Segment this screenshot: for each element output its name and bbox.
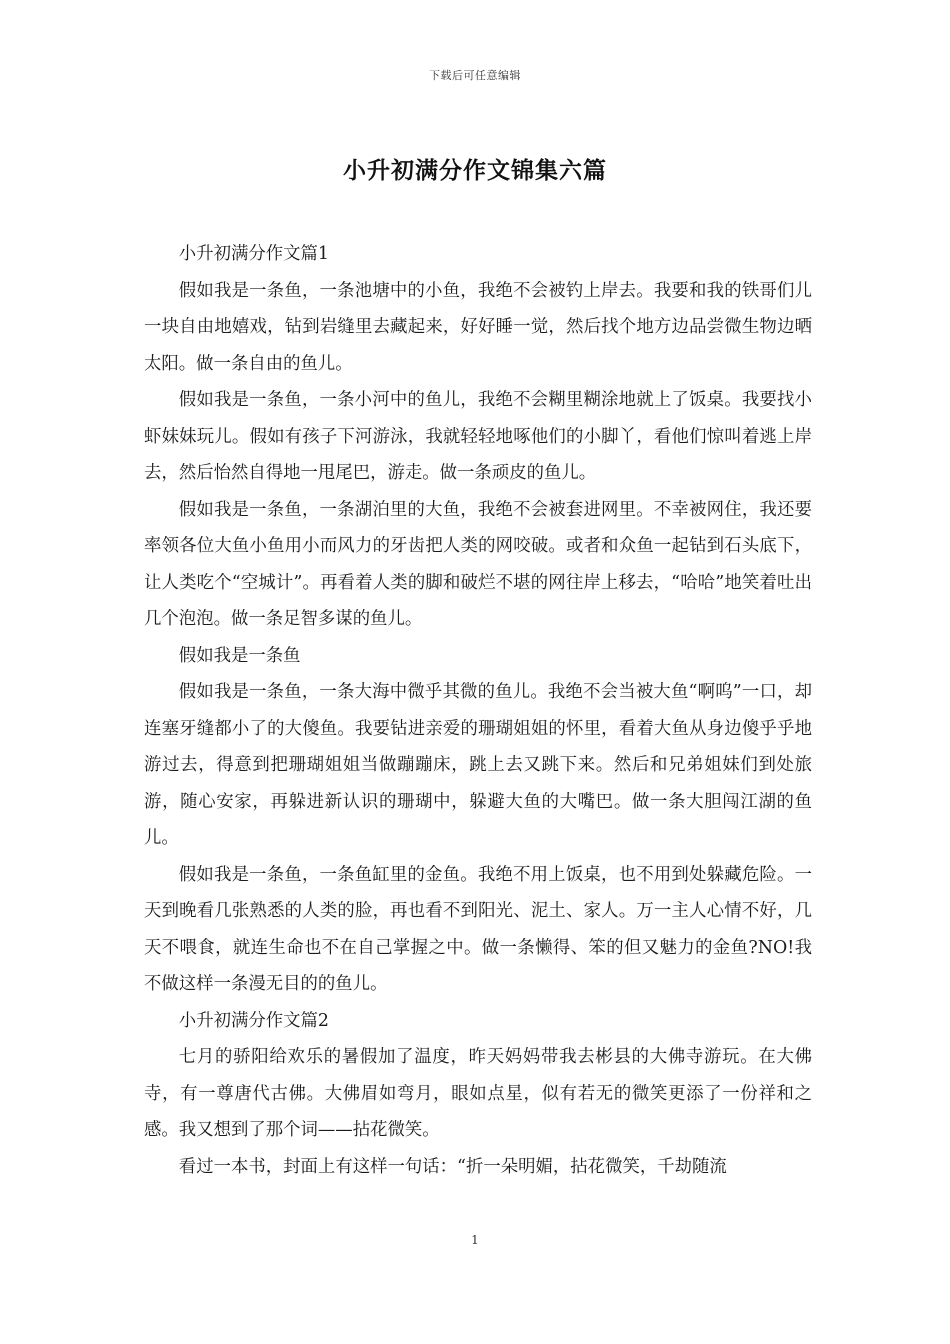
page-title: 小升初满分作文锦集六篇 xyxy=(343,157,607,184)
section-heading: 小升初满分作文篇2 xyxy=(178,1010,329,1031)
paragraph: 看过一本书，封面上有这样一句话：“折一朵明媚，拈花微笑，千劫随流 xyxy=(178,1156,727,1177)
paragraph: 假如我是一条鱼，一条池塘中的小鱼，我绝不会被钓上岸去。我要和我的铁哥们儿一块自由地嬉戏，钻到岩缝里去藏起来，好好睡一觉，然后找个地方边品尝微生物边晒太阳。做一条自由的鱼儿。 xyxy=(144,280,812,374)
page-number: 1 xyxy=(471,1233,479,1247)
paragraph: 假如我是一条鱼，一条湖泊里的大鱼，我绝不会被套进网里。不幸被网住，我还要率领各位大鱼小鱼用小而风力的牙齿把人类的网咬破。或者和众鱼一起钻到石头底下，让人类吃个“空城计”。再看着人类的脚和破烂不堪的网往岸上移去，“哈哈”地笑着吐出几个泡泡。做一条足智多谋的鱼儿。 xyxy=(144,499,812,629)
paragraph: 假如我是一条鱼，一条小河中的鱼儿，我绝不会糊里糊涂地就上了饭桌。我要找小虾妹妹玩儿。假如有孩子下河游泳，我就轻轻地啄他们的小脚丫，看他们惊叫着逃上岸去，然后怡然自得地一甩尾巴，游走。做一条顽皮的鱼儿。 xyxy=(144,390,812,483)
section-heading: 假如我是一条鱼 xyxy=(178,645,301,666)
header-note: 下载后可任意编辑 xyxy=(429,69,521,82)
paragraph: 假如我是一条鱼，一条鱼缸里的金鱼。我绝不用上饭桌，也不用到处躲藏危险。一天到晚看几张熟悉的人类的脸，再也看不到阳光、泥土、家人。万一主人心情不好，几天不喂食，就连生命也不在自己掌握之中。做一条懒得、笨的但又魅力的金鱼?NO!我不做这样一条漫无目的的鱼儿。 xyxy=(144,864,812,994)
paragraph: 假如我是一条鱼，一条大海中微乎其微的鱼儿。我绝不会当被大鱼“啊呜”一口，却连塞牙缝都小了的大傻鱼。我要钻进亲爱的珊瑚姐姐的怀里，看着大鱼从身边傻乎乎地游过去，得意到把珊瑚姐姐当做蹦蹦床，跳上去又跳下来。然后和兄弟姐妹们到处旅游，随心安家，再躲进新认识的珊瑚中，躲避大鱼的大嘴巴。做一条大胆闯江湖的鱼儿。 xyxy=(144,682,812,848)
paragraph: 七月的骄阳给欢乐的暑假加了温度，昨天妈妈带我去彬县的大佛寺游玩。在大佛寺，有一尊唐代古佛。大佛眉如弯月，眼如点星，似有若无的微笑更添了一份祥和之感。我又想到了那个词——拈花微笑。 xyxy=(144,1047,812,1140)
section-heading: 小升初满分作文篇1 xyxy=(178,244,329,264)
document-body xyxy=(144,236,812,1185)
